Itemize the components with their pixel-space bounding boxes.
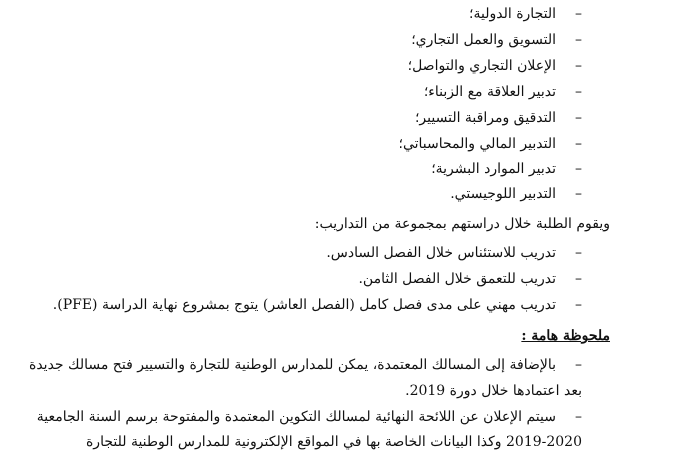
list-item-text: تدبير العلاقة مع الزبناء؛ [423,84,556,100]
note-item-line: سيتم الإعلان عن اللائحة النهائية لمسالك التكوين المعتمدة والمفتوحة برسم السنة الجامعية [36,409,556,425]
list-item-text: تدريب للتعمق خلال الفصل الثامن. [358,271,556,287]
dash-bullet: – [575,32,582,48]
dash-bullet: – [575,409,582,425]
dash-bullet: – [575,161,582,177]
dash-bullet: – [575,271,582,287]
dash-bullet: – [575,58,582,74]
list-item-text: الإعلان التجاري والتواصل؛ [407,58,556,74]
list-item-text: تدريب للاستئناس خلال الفصل السادس. [326,245,556,261]
dash-bullet: – [575,297,582,313]
list-item-text: التدبير المالي والمحاسباتي؛ [398,136,556,152]
intro-text: ويقوم الطلبة خلال دراستهم بمجموعة من التداريب: [314,216,610,232]
list-item-text: تدريب مهني على مدى فصل كامل (الفصل العاشر) يتوج بمشروع نهاية الدراسة (PFE). [52,297,556,313]
note-title: ملحوظة هامة : [521,328,610,344]
dash-bullet: – [575,245,582,261]
note-item-line: بالإضافة إلى المسالك المعتمدة، يمكن للمدارس الوطنية للتجارة والتسيير فتح مسالك جديدة [29,357,556,373]
dash-bullet: – [575,6,582,22]
list-item-text: التجارة الدولية؛ [469,6,556,22]
dash-bullet: – [575,357,582,373]
note-item-line: 2019-2020 وكذا البيانات الخاصة بها في المواقع الإلكترونية للمدارس الوطنية للتجارة [85,434,582,450]
dash-bullet: – [575,186,582,202]
dash-bullet: – [575,110,582,126]
list-item-text: التدقيق ومراقبة التسيير؛ [414,110,556,126]
list-item-text: التدبير اللوجيستي. [450,186,556,202]
list-item-text: التسويق والعمل التجاري؛ [411,32,556,48]
list-item-text: تدبير الموارد البشرية؛ [431,161,556,177]
dash-bullet: – [575,84,582,100]
note-item-line: بعد اعتمادها خلال دورة 2019. [405,383,582,399]
dash-bullet: – [575,136,582,152]
